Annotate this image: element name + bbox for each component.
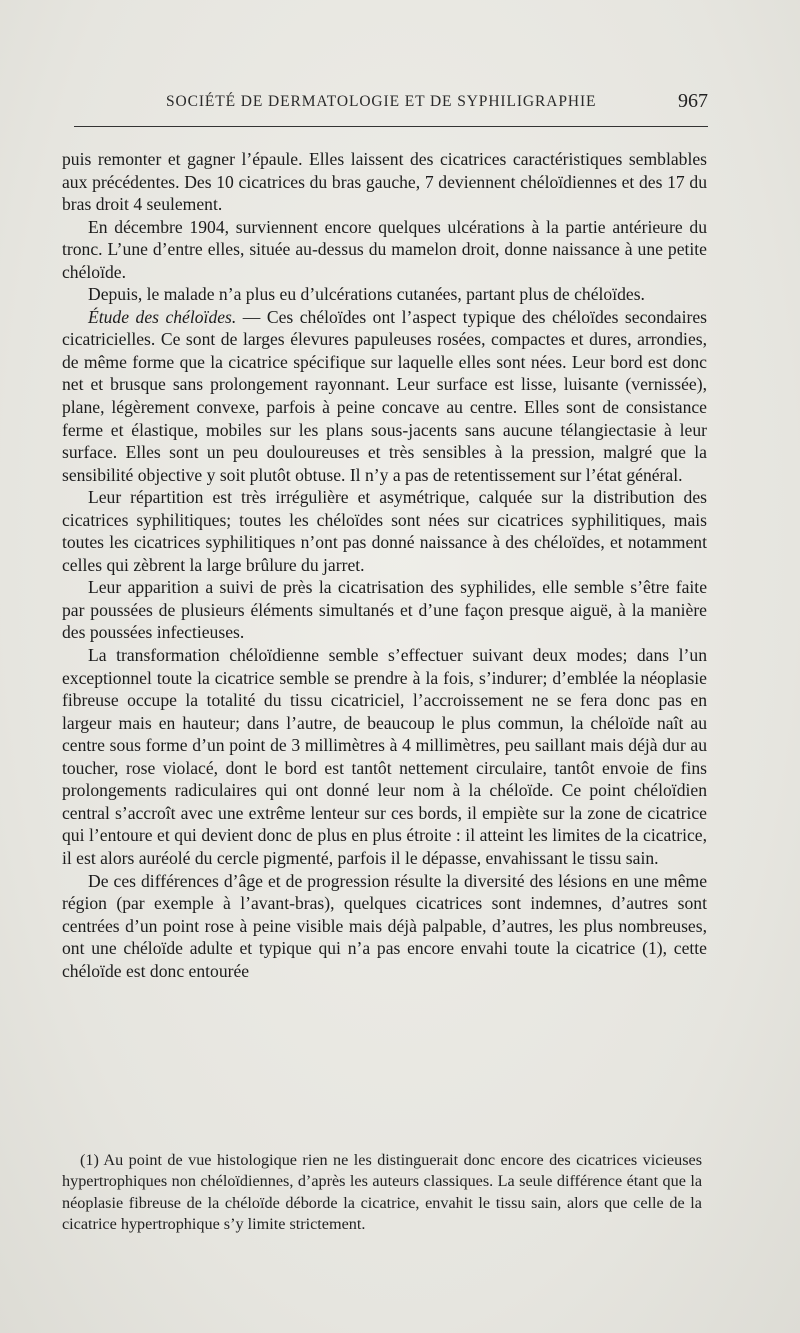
paragraph-7: La transformation chéloïdienne semble s’effectuer suivant deux modes; dans l’un exceptionnel toute la cicatrice semble se prendre à la fois, s’indurer; d’emblée la néoplasie fibreuse occupe la totalité du tissu cicatriciel, l’accroissement ne se fera donc pas en largeur mais en hauteur; dans l’autre, de beaucoup le plus commun, la chéloïde naît au centre sous forme d’un point de 3 millimètres à 4 millimètres, peu saillant mais déjà dur au toucher, rose violacé, dont le bord est tantôt nettement circulaire, tantôt envoie de fins prolongements radiculaires qui ont donné leur nom à la chéloïde. Ce point chéloïdien central s’accroît avec une extrême lenteur sur ces bords, il empiète sur la zone de cicatrice qui l’entoure et qui devient donc de plus en plus étroite : il atteint les limites de la cicatrice, il est alors auréolé du cercle pigmenté, parfois il le dépasse, envahissant le tissu sain.	[62, 645, 707, 868]
header-rule	[74, 126, 708, 127]
paragraph-2: En décembre 1904, surviennent encore quelques ulcérations à la partie antérieure du tronc. L’une d’entre elles, située au-dessus du mamelon droit, donne naissance à une petite chéloïde.	[62, 216, 707, 282]
footnote-1: (1) Au point de vue histologique rien ne les distinguerait donc encore des cicatrices vicieuses hypertrophiques non chéloïdiennes, d’après les auteurs classiques. La seule différence étant que la néoplasie fibreuse de la chéloïde déborde la cicatrice, envahit le tissu sain, alors que celle de la cicatrice hypertrophique s’y limite strictement.	[62, 1151, 702, 1233]
paragraph-1: puis remonter et gagner l’épaule. Elles laissent des cicatrices caractéristiques semblables aux précédentes. Des 10 cicatrices du bras gauche, 7 deviennent chéloïdiennes et des 17 du bras droit 4 seulement.	[62, 149, 707, 215]
paragraph-5: Leur répartition est très irrégulière et asymétrique, calquée sur la distribution des cicatrices syphilitiques; toutes les chéloïdes sont nées sur cicatrices syphilitiques, mais toutes les cicatrices syphilitiques n’ont pas donné naissance à des chéloïdes, et notamment celles qui zèbrent la large brûlure du jarret.	[62, 487, 707, 575]
paragraph-4	[62, 306, 707, 486]
running-title: SOCIÉTÉ DE DERMATOLOGIE ET DE SYPHILIGRAPHIE	[166, 93, 597, 110]
page-number: 967	[678, 90, 708, 112]
section-heading: Étude des chéloïdes.	[88, 306, 237, 327]
footnotes	[62, 1150, 702, 1235]
page-header	[74, 90, 710, 120]
paragraph-4-text: — Ces chéloïdes ont l’aspect typique des chéloïdes secondaires cicatricielles. Ce sont de larges élevures papuleuses rosées, compactes et dures, arrondies, de même forme que la cicatrice spécifique sur laquelle elles sont nées. Leur bord est donc net et brusque sans prolongement rayonnant. Leur surface est lisse, luisante (vernissée), plane, légèrement convexe, parfois à peine concave au centre. Elles sont de consistance ferme et élastique, mobiles sur les plans sous-jacents sans aucune télangiectasie à leur surface. Elles sont un peu douloureuses et très sensibles à la pression, malgré que la sensibilité objective y soit plutôt obtuse. Il n’y a pas de retentissement sur l’état général.	[62, 306, 707, 485]
paragraph-3: Depuis, le malade n’a plus eu d’ulcérations cutanées, partant plus de chéloïdes.	[88, 284, 645, 305]
paragraph-8: De ces différences d’âge et de progression résulte la diversité des lésions en une même région (par exemple à l’avant-bras), quelques cicatrices sont indemnes, d’autres sont centrées d’un point rose à peine visible mais déjà palpable, d’autres, les plus nombreuses, ont une chéloïde adulte et typique qui n’a pas encore envahi toute la cicatrice (1), cette chéloïde est donc entourée	[62, 870, 707, 981]
paragraph-6: Leur apparition a suivi de près la cicatrisation des syphilides, elle semble s’être faite par poussées de plusieurs éléments simultanés et d’une façon presque aiguë, à la manière des poussées infectieuses.	[62, 577, 707, 643]
body-text	[62, 148, 707, 982]
